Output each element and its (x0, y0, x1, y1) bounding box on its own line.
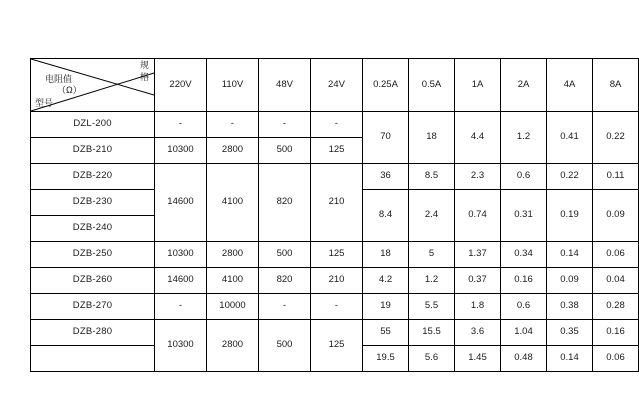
cell-dzb280-24v: 125 (311, 320, 363, 372)
cell-dzl200-110v: - (207, 112, 259, 138)
table-row (31, 294, 639, 320)
cell-dzb220-8a: 0.11 (593, 164, 639, 190)
table-row (31, 320, 639, 346)
cell-dzb270-24v: - (311, 294, 363, 320)
cell-dzb220-group-220v: 14600 (155, 164, 207, 242)
cell-dzl200-220v: - (155, 112, 207, 138)
cell-dzb250-220v: 10300 (155, 242, 207, 268)
row-model-dzb-210: DZB-210 (31, 138, 155, 164)
cell-cont-8a: 0.06 (593, 346, 639, 372)
cell-dzb210-8a: 0.22 (593, 112, 639, 164)
cell-dzb230-8a: 0.09 (593, 190, 639, 242)
cell-dzb260-2a: 0.16 (501, 268, 547, 294)
cell-cont-2a: 0.48 (501, 346, 547, 372)
row-model-dzb-280: DZB-280 (31, 320, 155, 346)
cell-dzb250-4a: 0.14 (547, 242, 593, 268)
cell-dzb260-24v: 210 (311, 268, 363, 294)
row-model-continuation (31, 346, 155, 372)
cell-dzb220-group-110v: 4100 (207, 164, 259, 242)
row-model-dzb-230: DZB-230 (31, 190, 155, 216)
corner-label-resistance: 电阻值 (45, 74, 73, 84)
cell-dzb260-220v: 14600 (155, 268, 207, 294)
cell-dzb270-1a: 1.8 (455, 294, 501, 320)
cell-dzb220-group-48v: 820 (259, 164, 311, 242)
cell-dzb230-025a: 8.4 (363, 190, 409, 242)
row-model-dzb-270: DZB-270 (31, 294, 155, 320)
cell-dzb280-4a: 0.35 (547, 320, 593, 346)
cell-cont-1a: 1.45 (455, 346, 501, 372)
cell-dzb280-48v: 500 (259, 320, 311, 372)
row-model-dzb-250: DZB-250 (31, 242, 155, 268)
header-corner-cell (31, 59, 155, 112)
cell-dzb220-4a: 0.22 (547, 164, 593, 190)
cell-dzb210-48v: 500 (259, 138, 311, 164)
corner-label-spec-bottom: 格 (139, 72, 149, 82)
table-row (31, 164, 639, 190)
cell-dzl200-48v: - (259, 112, 311, 138)
cell-cont-05a: 5.6 (409, 346, 455, 372)
cell-dzb220-05a: 8.5 (409, 164, 455, 190)
cell-dzb260-8a: 0.04 (593, 268, 639, 294)
cell-dzb250-48v: 500 (259, 242, 311, 268)
header-current-4a: 4A (547, 59, 593, 112)
cell-dzb280-220v: 10300 (155, 320, 207, 372)
header-voltage-48v: 48V (259, 59, 311, 112)
cell-dzb230-1a: 0.74 (455, 190, 501, 242)
header-current-025a: 0.25A (363, 59, 409, 112)
cell-dzl200-24v: - (311, 112, 363, 138)
cell-dzb260-05a: 1.2 (409, 268, 455, 294)
cell-dzb220-2a: 0.6 (501, 164, 547, 190)
cell-dzb220-1a: 2.3 (455, 164, 501, 190)
cell-dzb230-05a: 2.4 (409, 190, 455, 242)
corner-label-ohm: （Ω） (57, 85, 82, 95)
header-current-2a: 2A (501, 59, 547, 112)
cell-dzb210-025a: 70 (363, 112, 409, 164)
cell-dzb270-2a: 0.6 (501, 294, 547, 320)
cell-dzb260-025a: 4.2 (363, 268, 409, 294)
cell-dzb260-110v: 4100 (207, 268, 259, 294)
corner-label-spec-top: 规 (139, 60, 149, 70)
header-voltage-220v: 220V (155, 59, 207, 112)
header-current-8a: 8A (593, 59, 639, 112)
table-header-row (31, 59, 639, 112)
cell-dzb230-2a: 0.31 (501, 190, 547, 242)
cell-dzb270-220v: - (155, 294, 207, 320)
cell-cont-4a: 0.14 (547, 346, 593, 372)
row-model-dzb-260: DZB-260 (31, 268, 155, 294)
cell-dzb280-1a: 3.6 (455, 320, 501, 346)
cell-dzb250-8a: 0.06 (593, 242, 639, 268)
header-voltage-110v: 110V (207, 59, 259, 112)
row-model-dzb-240: DZB-240 (31, 216, 155, 242)
cell-dzb250-2a: 0.34 (501, 242, 547, 268)
cell-dzb210-220v: 10300 (155, 138, 207, 164)
specification-table (30, 58, 639, 372)
header-current-05a: 0.5A (409, 59, 455, 112)
cell-dzb210-110v: 2800 (207, 138, 259, 164)
cell-dzb270-110v: 10000 (207, 294, 259, 320)
cell-dzb280-8a: 0.16 (593, 320, 639, 346)
cell-dzb220-group-24v: 210 (311, 164, 363, 242)
cell-dzb220-025a: 36 (363, 164, 409, 190)
cell-dzb270-8a: 0.28 (593, 294, 639, 320)
table-row (31, 112, 639, 138)
cell-dzb250-1a: 1.37 (455, 242, 501, 268)
cell-dzb210-05a: 18 (409, 112, 455, 164)
cell-dzb250-110v: 2800 (207, 242, 259, 268)
row-model-dzb-220: DZB-220 (31, 164, 155, 190)
cell-dzb280-2a: 1.04 (501, 320, 547, 346)
corner-label-model: 型号 (35, 98, 54, 109)
cell-cont-025a: 19.5 (363, 346, 409, 372)
cell-dzb210-4a: 0.41 (547, 112, 593, 164)
cell-dzb280-110v: 2800 (207, 320, 259, 372)
cell-dzb260-1a: 0.37 (455, 268, 501, 294)
cell-dzb270-025a: 19 (363, 294, 409, 320)
cell-dzb250-05a: 5 (409, 242, 455, 268)
table-row (31, 268, 639, 294)
row-model-dzl-200: DZL-200 (31, 112, 155, 138)
cell-dzb270-05a: 5.5 (409, 294, 455, 320)
cell-dzb250-24v: 125 (311, 242, 363, 268)
cell-dzb210-2a: 1.2 (501, 112, 547, 164)
cell-dzb210-24v: 125 (311, 138, 363, 164)
cell-dzb260-48v: 820 (259, 268, 311, 294)
cell-dzb270-4a: 0.38 (547, 294, 593, 320)
cell-dzb230-4a: 0.19 (547, 190, 593, 242)
header-current-1a: 1A (455, 59, 501, 112)
cell-dzb260-4a: 0.09 (547, 268, 593, 294)
cell-dzb280-025a: 55 (363, 320, 409, 346)
cell-dzb210-1a: 4.4 (455, 112, 501, 164)
cell-dzb250-025a: 18 (363, 242, 409, 268)
cell-dzb270-48v: - (259, 294, 311, 320)
table-row (31, 242, 639, 268)
cell-dzb280-05a: 15.5 (409, 320, 455, 346)
header-voltage-24v: 24V (311, 59, 363, 112)
